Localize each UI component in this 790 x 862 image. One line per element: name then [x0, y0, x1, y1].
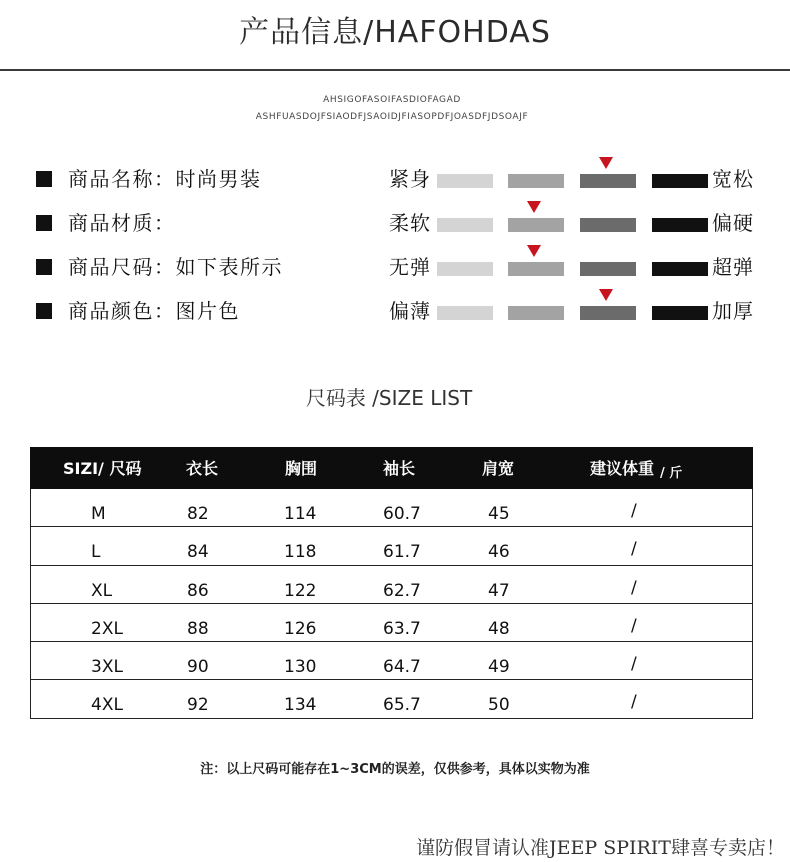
size-cell: 4XL [91, 695, 123, 716]
col-header-size: SIZI/ 尺码 [63, 459, 142, 478]
level-marker-icon [599, 289, 613, 301]
size-cell: M [91, 504, 106, 524]
scale-low-label: 无弹 [389, 255, 431, 279]
weight-cell: / [631, 539, 637, 560]
scale-high-label: 加厚 [712, 299, 754, 323]
attribute-row-color [0, 289, 790, 333]
weight-cell: / [631, 654, 637, 675]
weight-cell: / [631, 501, 637, 521]
subtitle-line-1: AHSIGOFASOIFASDIOFAGAD [323, 95, 461, 105]
sleeve-cell: 63.7 [383, 618, 421, 639]
col-header-sleeve: 袖长 [383, 459, 416, 478]
chest-cell: 118 [284, 542, 317, 563]
scale-low-label: 柔软 [389, 211, 431, 235]
bullet-square-icon [36, 259, 52, 275]
attribute-row-size [0, 245, 790, 289]
chest-cell: 130 [284, 657, 317, 678]
col-header-shoulder: 肩宽 [482, 459, 515, 478]
scale-high-label: 偏硬 [712, 211, 754, 235]
length-cell: 82 [187, 504, 209, 524]
attribute-label: 商品尺码：如下表所示 [68, 255, 283, 279]
scale-low-label: 紧身 [389, 167, 431, 191]
weight-cell: / [631, 692, 637, 713]
attribute-label: 商品材质： [68, 211, 176, 235]
col-header-chest: 胸围 [285, 459, 318, 478]
table-row [30, 489, 753, 527]
table-row [30, 604, 753, 642]
scale-bar-1 [437, 218, 493, 232]
scale-bar-1 [437, 306, 493, 320]
sleeve-cell: 61.7 [383, 542, 421, 563]
scale-bar-2 [508, 174, 564, 188]
size-table [30, 447, 753, 719]
col-header-weight [590, 447, 682, 493]
header-divider [0, 69, 790, 71]
length-cell: 86 [187, 580, 209, 601]
shoulder-cell: 45 [488, 504, 510, 524]
size-cell: 3XL [91, 657, 123, 678]
bullet-square-icon [36, 215, 52, 231]
chest-cell: 126 [284, 618, 317, 639]
scale-bar-4 [652, 262, 708, 276]
length-cell: 84 [187, 542, 209, 563]
subtitle-line-2: ASHFUASDOJFSIAODFJSAOIDJFIASOPDFJOASDFJDSOAJF [255, 112, 529, 122]
sleeve-cell: 60.7 [383, 504, 421, 524]
col-header-length: 衣长 [186, 459, 219, 478]
sleeve-cell: 64.7 [383, 657, 421, 678]
weight-unit: / 斤 [660, 466, 683, 481]
scale-high-label: 宽松 [712, 167, 754, 191]
level-marker-icon [527, 201, 541, 213]
size-cell: XL [91, 580, 113, 601]
bullet-square-icon [36, 303, 52, 319]
level-marker-icon [599, 157, 613, 169]
weight-cell: / [631, 577, 637, 598]
sleeve-cell: 65.7 [383, 695, 421, 716]
shoulder-cell: 46 [488, 542, 510, 563]
scale-bar-2 [508, 306, 564, 320]
table-row [30, 642, 753, 680]
chest-cell: 114 [284, 504, 317, 524]
scale-bar-4 [652, 306, 708, 320]
size-cell: 2XL [91, 618, 123, 639]
shoulder-cell: 48 [488, 618, 510, 639]
size-cell: L [91, 542, 101, 563]
col-header-weight-label: 建议体重 [590, 459, 655, 478]
table-row [30, 527, 753, 565]
attribute-row-name [0, 157, 790, 201]
scale-bar-2 [508, 262, 564, 276]
scale-bar-3 [580, 174, 636, 188]
scale-bar-3 [580, 306, 636, 320]
table-row [30, 680, 753, 718]
table-row [30, 566, 753, 604]
sleeve-cell: 62.7 [383, 580, 421, 601]
scale-low-label: 偏薄 [389, 299, 431, 323]
level-marker-icon [527, 245, 541, 257]
anti-counterfeit-notice: 谨防假冒请认准JEEP SPIRIT肆喜专卖店！ [416, 837, 785, 859]
attribute-label: 商品颜色：图片色 [68, 299, 240, 323]
shoulder-cell: 50 [488, 695, 510, 716]
scale-high-label: 超弹 [712, 255, 754, 279]
scale-bar-3 [580, 218, 636, 232]
table-header [30, 447, 753, 489]
shoulder-cell: 47 [488, 580, 510, 601]
scale-bar-4 [652, 174, 708, 188]
size-list-title: 尺码表 /SIZE LIST [305, 386, 473, 410]
scale-bar-4 [652, 218, 708, 232]
scale-bar-1 [437, 262, 493, 276]
page-title: 产品信息/HAFOHDAS [239, 15, 551, 50]
scale-bar-3 [580, 262, 636, 276]
length-cell: 88 [187, 618, 209, 639]
length-cell: 92 [187, 695, 209, 716]
shoulder-cell: 49 [488, 657, 510, 678]
scale-bar-2 [508, 218, 564, 232]
chest-cell: 122 [284, 580, 317, 601]
scale-bar-1 [437, 174, 493, 188]
weight-cell: / [631, 615, 637, 636]
attribute-label: 商品名称：时尚男装 [68, 167, 262, 191]
attribute-row-material [0, 201, 790, 245]
size-disclaimer-note: 注：以上尺码可能存在1~3CM的误差，仅供参考，具体以实物为准 [200, 762, 590, 777]
length-cell: 90 [187, 657, 209, 678]
chest-cell: 134 [284, 695, 317, 716]
product-attributes [0, 157, 790, 333]
bullet-square-icon [36, 171, 52, 187]
